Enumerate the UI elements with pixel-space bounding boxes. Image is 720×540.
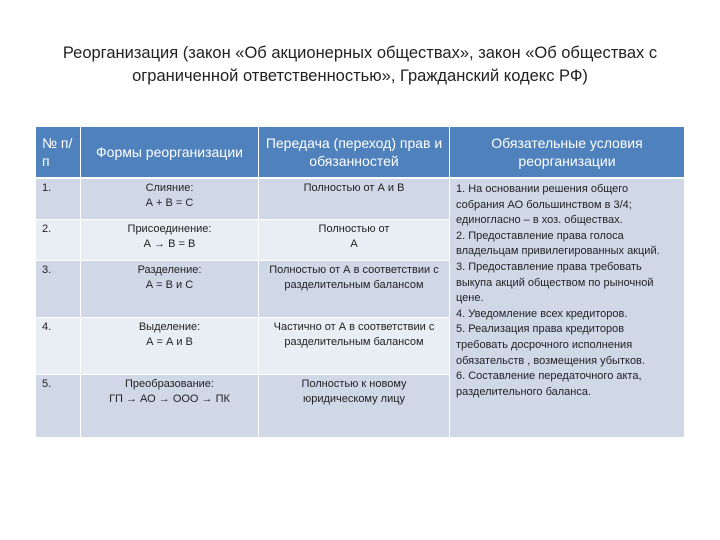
condition-item: 6. Составление передаточного акта, разделительного баланса. — [456, 370, 642, 398]
row-num: 3. — [36, 261, 81, 318]
form-formula: А + В = С — [145, 197, 194, 209]
row-num: 4. — [36, 318, 81, 375]
conditions-cell — [450, 179, 685, 438]
form-name: Выделение: — [138, 321, 201, 333]
form-formula: ГП → АО → ООО → ПК — [109, 393, 230, 405]
condition-item: 1. На основании решения общего собрания АО большинством в 3/4; единогласно – в хоз. обществах. — [456, 183, 632, 227]
row-form — [81, 318, 259, 375]
row-num: 1. — [36, 179, 81, 220]
form-name: Разделение: — [137, 264, 202, 276]
condition-item: 3. Предоставление права требовать выкупа акций обществом по рыночной цене. — [456, 260, 654, 305]
row-transfer: Полностью от А в соответствии с разделительным балансом — [259, 261, 450, 318]
row-form — [81, 220, 259, 261]
page-title: Реорганизация (закон «Об акционерных обществах», закон «Об обществах с ограниченной ответственностью», Гражданский кодекс РФ) — [62, 44, 658, 85]
header-transfer: Передача (переход) прав и обязанностей — [259, 127, 450, 179]
row-num: 2. — [36, 220, 81, 261]
row-form — [81, 261, 259, 318]
row-num: 5. — [36, 375, 81, 438]
form-formula: А = В и С — [145, 279, 194, 291]
form-name: Слияние: — [145, 182, 194, 194]
table-row — [36, 179, 685, 220]
reorganization-table — [36, 127, 685, 438]
row-transfer: Полностью от А и В — [259, 179, 450, 220]
row-form — [81, 375, 259, 438]
form-name: Преобразование: — [125, 378, 214, 390]
header-forms: Формы реорганизации — [81, 127, 259, 179]
row-transfer: Частично от А в соответствии с разделительным балансом — [259, 318, 450, 375]
row-transfer: Полностью к новому юридическому лицу — [259, 375, 450, 438]
row-transfer: Полностью от А — [259, 220, 450, 261]
condition-item: 4. Уведомление всех кредиторов. — [456, 307, 628, 320]
form-formula: А = А и В — [146, 336, 193, 348]
header-row — [36, 127, 685, 179]
row-form — [81, 179, 259, 220]
form-name: Присоединение: — [127, 223, 212, 235]
header-conditions: Обязательные условия реорганизации — [450, 127, 685, 179]
header-num: № п/п — [36, 127, 81, 179]
form-formula: А → В = В — [143, 238, 196, 250]
condition-item: 2. Предоставление права голоса владельцам привилегированных акций. — [456, 229, 660, 258]
condition-item: 5. Реализация права кредиторов требовать досрочного исполнения обязательств , возмещения убытков. — [456, 323, 645, 367]
